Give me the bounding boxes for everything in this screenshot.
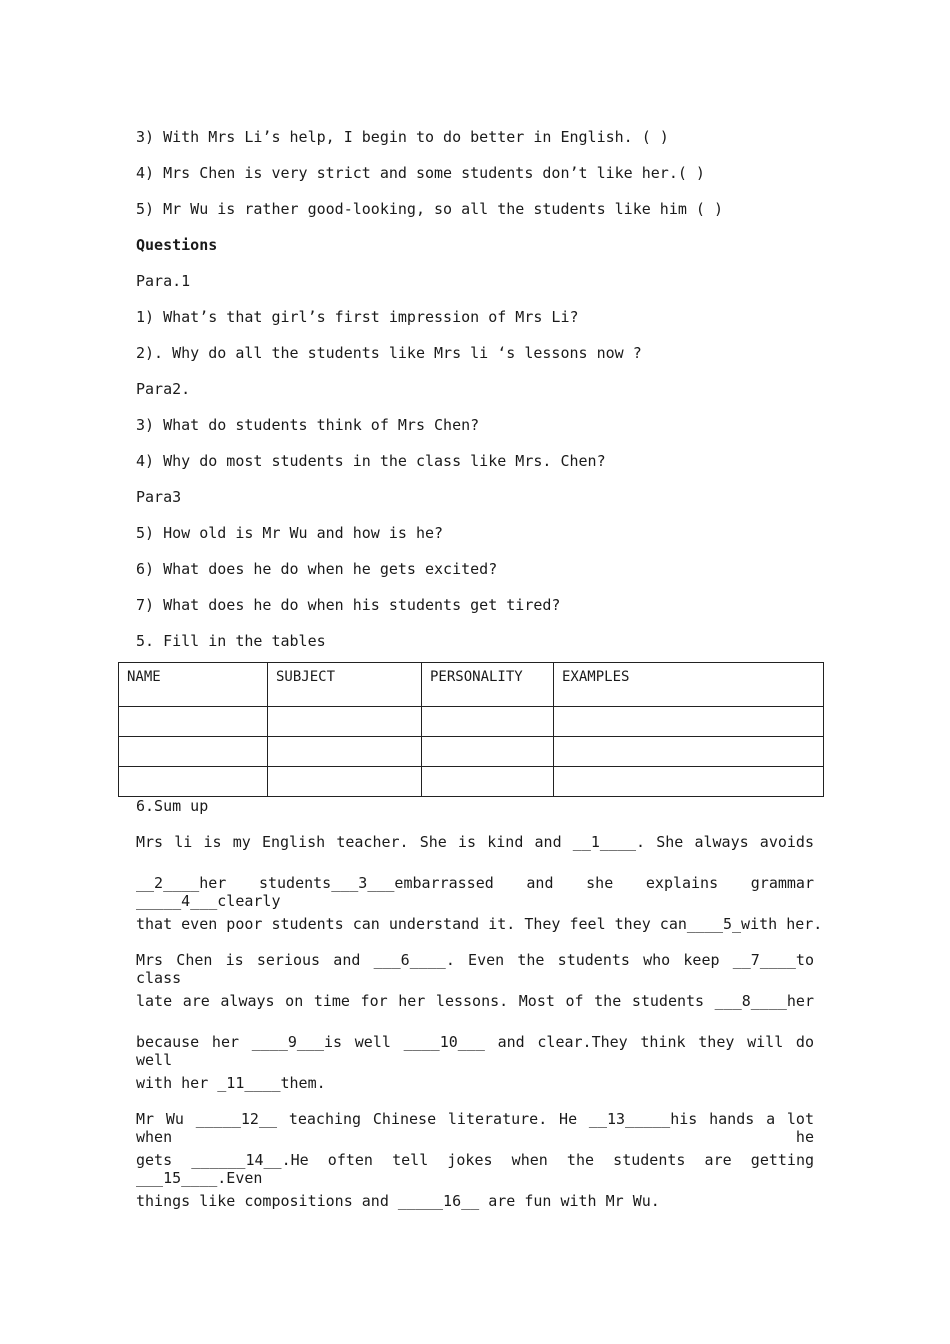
question-7: 7) What does he do when his students get tired? xyxy=(136,596,561,614)
question-2: 2). Why do all the students like Mrs li ‘s lessons now ? xyxy=(136,344,642,362)
table-cell[interactable] xyxy=(268,707,422,737)
sum-up-p3-line3: things like compositions and _____16__ are fun with Mr Wu. xyxy=(136,1192,660,1210)
table-header-row xyxy=(119,663,824,707)
table-row xyxy=(119,767,824,797)
table-cell[interactable] xyxy=(422,737,554,767)
sum-up-p3-line2: gets ______14__.He often tell jokes when the students are getting ___15____.Even xyxy=(136,1151,814,1187)
table-cell[interactable] xyxy=(268,767,422,797)
question-6: 6) What does he do when he gets excited? xyxy=(136,560,498,578)
sum-up-p2-line2: late are always on time for her lessons. Most of the students ___8____her xyxy=(136,992,814,1010)
sum-up-p1-line2: __2____her students___3___embarrassed and she explains grammar _____4___clearly xyxy=(136,874,814,910)
table-header-subject: SUBJECT xyxy=(268,663,422,707)
sum-up-p2-line3: because her ____9___is well ____10___ and clear.They think they will do well xyxy=(136,1033,814,1069)
sum-up-p2-line1: Mrs Chen is serious and ___6____. Even the students who keep __7____to class xyxy=(136,951,814,987)
table-cell[interactable] xyxy=(119,737,268,767)
para3-label: Para3 xyxy=(136,488,182,506)
question-5: 5) How old is Mr Wu and how is he? xyxy=(136,524,444,542)
true-false-item-5: 5) Mr Wu is rather good-looking, so all the students like him ( ) xyxy=(136,200,723,218)
true-false-item-4: 4) Mrs Chen is very strict and some students don’t like her.( ) xyxy=(136,164,705,182)
true-false-item-3: 3) With Mrs Li’s help, I begin to do better in English. ( ) xyxy=(136,128,669,146)
table-cell[interactable] xyxy=(554,737,824,767)
table-cell[interactable] xyxy=(422,707,554,737)
table-cell[interactable] xyxy=(119,767,268,797)
sum-up-p3-line1: Mr Wu _____12__ teaching Chinese literature. He __13_____his hands a lot when he xyxy=(136,1110,814,1146)
para2-label: Para2. xyxy=(136,380,191,398)
table-cell[interactable] xyxy=(554,767,824,797)
question-3: 3) What do students think of Mrs Chen? xyxy=(136,416,480,434)
fill-in-table xyxy=(118,662,824,797)
sum-up-p2-line4: with her _11____them. xyxy=(136,1074,326,1092)
sum-up-p1-line3: that even poor students can understand it. They feel they can____5_with her. xyxy=(136,915,823,933)
table-header-name: NAME xyxy=(119,663,268,707)
table-row xyxy=(119,737,824,767)
para1-label: Para.1 xyxy=(136,272,191,290)
question-1: 1) What’s that girl’s first impression of Mrs Li? xyxy=(136,308,579,326)
question-4: 4) Why do most students in the class like Mrs. Chen? xyxy=(136,452,606,470)
table-cell[interactable] xyxy=(268,737,422,767)
table-header-examples: EXAMPLES xyxy=(554,663,824,707)
table-cell[interactable] xyxy=(554,707,824,737)
table-cell[interactable] xyxy=(119,707,268,737)
questions-heading: Questions xyxy=(136,236,218,254)
table-cell[interactable] xyxy=(422,767,554,797)
table-header-personality: PERSONALITY xyxy=(422,663,554,707)
table-row xyxy=(119,707,824,737)
sum-up-p1-line1: Mrs li is my English teacher. She is kind and __1____. She always avoids xyxy=(136,833,814,851)
sum-up-title: 6.Sum up xyxy=(136,797,209,815)
table-section-title: 5. Fill in the tables xyxy=(136,632,326,650)
